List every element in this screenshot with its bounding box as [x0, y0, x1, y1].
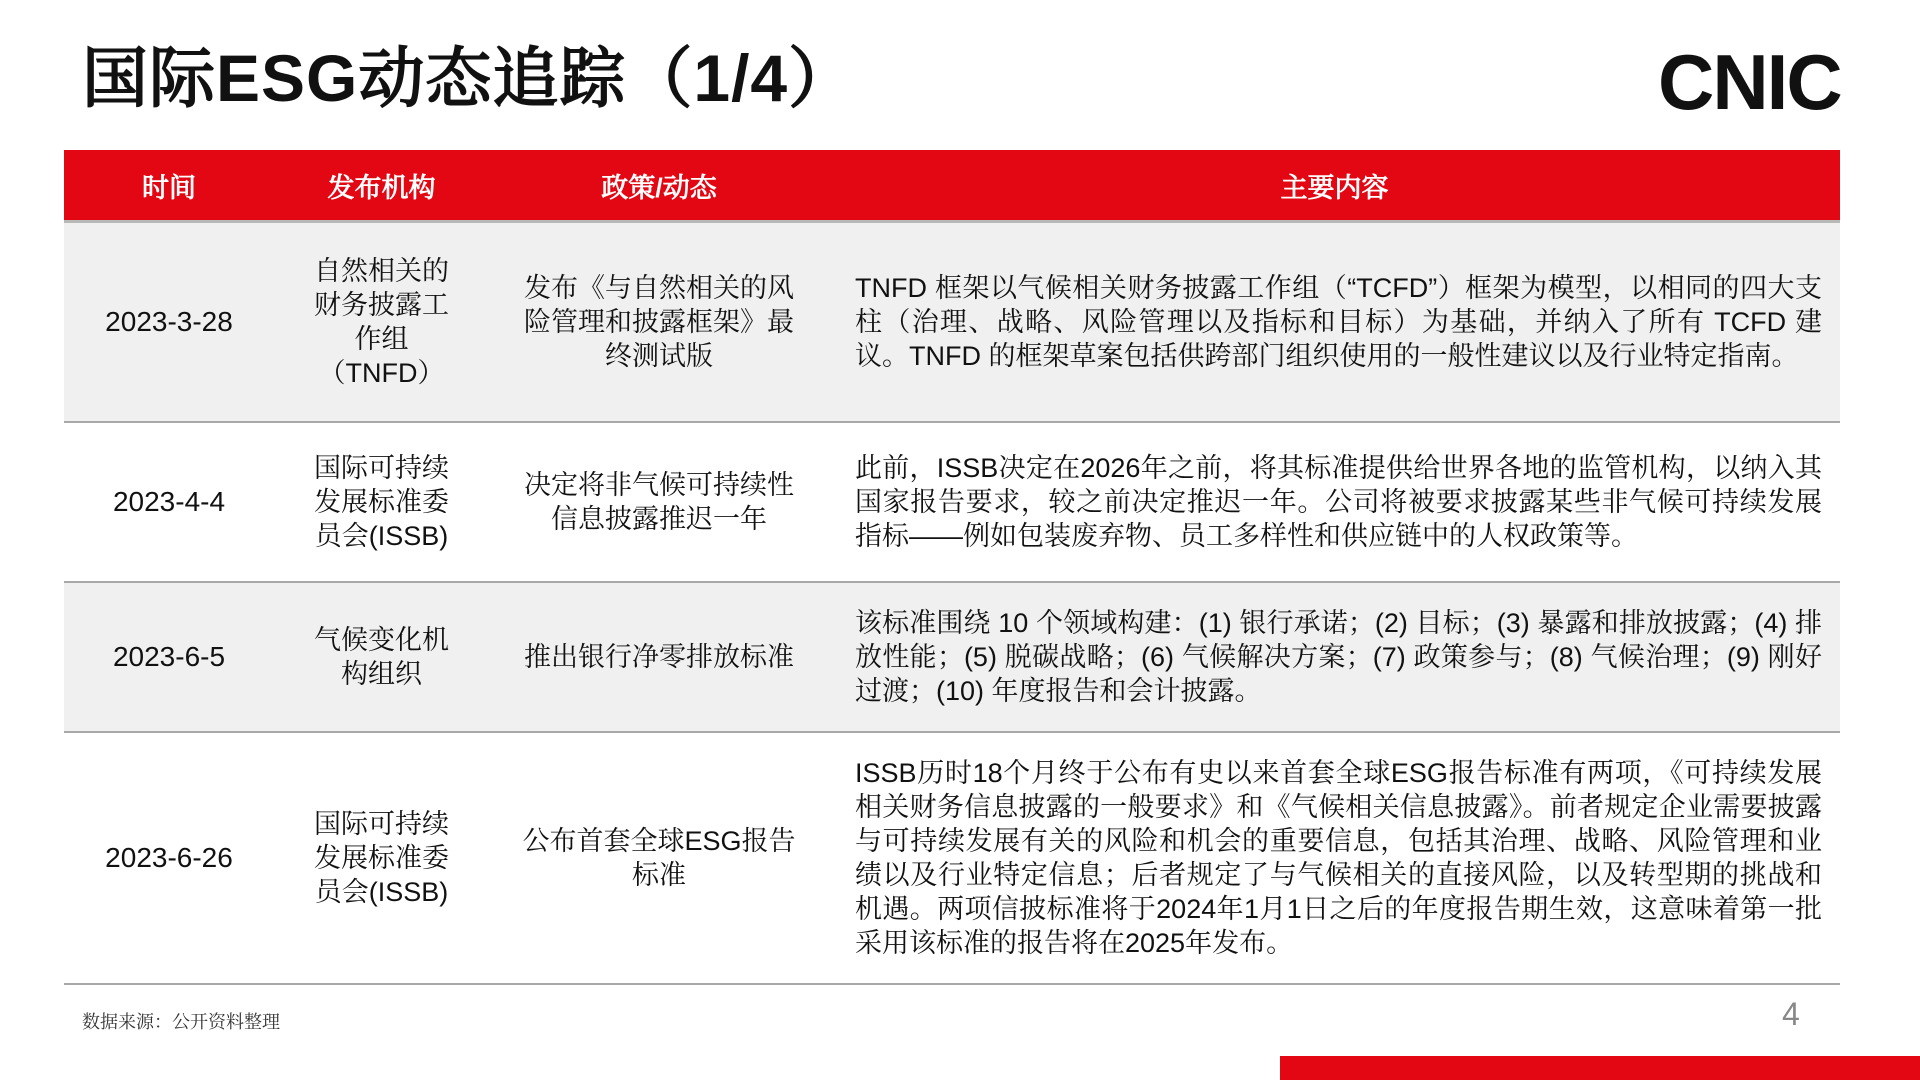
table-header — [64, 150, 1840, 220]
cnic-logo: CNIC — [1658, 38, 1841, 126]
row-content: 此前，ISSB决定在2026年之前，将其标准提供给世界各地的监管机构，以纳入其国家报告要求，较之前决定推迟一年。公司将被要求披露某些非气候可持续发展指标——例如包装废弃物、员工多样性和供应链中的人权政策等。 — [855, 453, 1822, 551]
row-content: 该标准围绕 10 个领域构建：(1) 银行承诺；(2) 目标；(3) 暴露和排放披露；(4) 排放性能；(5) 脱碳战略；(6) 气候解决方案；(7) 政策参与；(8) 气候治理；(9) 刚好过渡；(10) 年度报告和会计披露。 — [855, 608, 1822, 706]
table-row — [64, 223, 1840, 423]
row-date: 2023-4-4 — [112, 486, 226, 517]
row-content: ISSB历时18个月终于公布有史以来首套全球ESG报告标准有两项，《可持续发展相关财务信息披露的一般要求》和《气候相关信息披露》。前者规定企业需要披露与可持续发展有关的风险和机会的重要信息，包括其治理、战略、风险管理和业绩以及行业特定信息；后者规定了与气候相关的直接风险，以及转型期的挑战和机遇。两项信披标准将于2024年1月1日之后的年度报告期生效，这意味着第一批采用该标准的报告将在2025年发布。 — [855, 758, 1822, 958]
row-org: 自然相关的财务披露工作组（TNFD） — [314, 256, 449, 388]
row-org: 国际可持续发展标准委员会(ISSB) — [314, 809, 449, 907]
row-date: 2023-6-26 — [105, 842, 233, 873]
page-title: 国际ESG动态追踪（1/4） — [82, 41, 856, 115]
row-date: 2023-6-5 — [112, 641, 226, 672]
row-org: 气候变化机构组织 — [314, 625, 449, 689]
row-policy: 推出银行净零排放标准 — [524, 642, 794, 672]
header-policy: 政策/动态 — [601, 172, 717, 203]
header-org: 发布机构 — [327, 172, 436, 203]
page-number: 4 — [1782, 996, 1800, 1032]
row-date: 2023-3-28 — [105, 306, 233, 337]
esg-table — [64, 150, 1840, 985]
row-policy: 公布首套全球ESG报告标准 — [522, 826, 796, 890]
data-source-note: 数据来源：公开资料整理 — [82, 1012, 280, 1032]
row-policy: 发布《与自然相关的风险管理和披露框架》最终测试版 — [524, 273, 794, 371]
row-org: 国际可持续发展标准委员会(ISSB) — [314, 453, 449, 551]
table-row — [64, 733, 1840, 985]
row-policy: 决定将非气候可持续性信息披露推迟一年 — [524, 470, 794, 534]
table-row — [64, 423, 1840, 583]
header-time: 时间 — [142, 172, 196, 203]
footer-accent-bar — [1280, 1056, 1920, 1080]
table-row — [64, 583, 1840, 733]
row-content: TNFD 框架以气候相关财务披露工作组（“TCFD”）框架为模型，以相同的四大支柱（治理、战略、风险管理以及指标和目标）为基础，并纳入了所有 TCFD 建议。TNFD 的框架草案包括供跨部门组织使用的一般性建议以及行业特定指南。 — [855, 273, 1822, 371]
header-content: 主要内容 — [1280, 172, 1389, 203]
